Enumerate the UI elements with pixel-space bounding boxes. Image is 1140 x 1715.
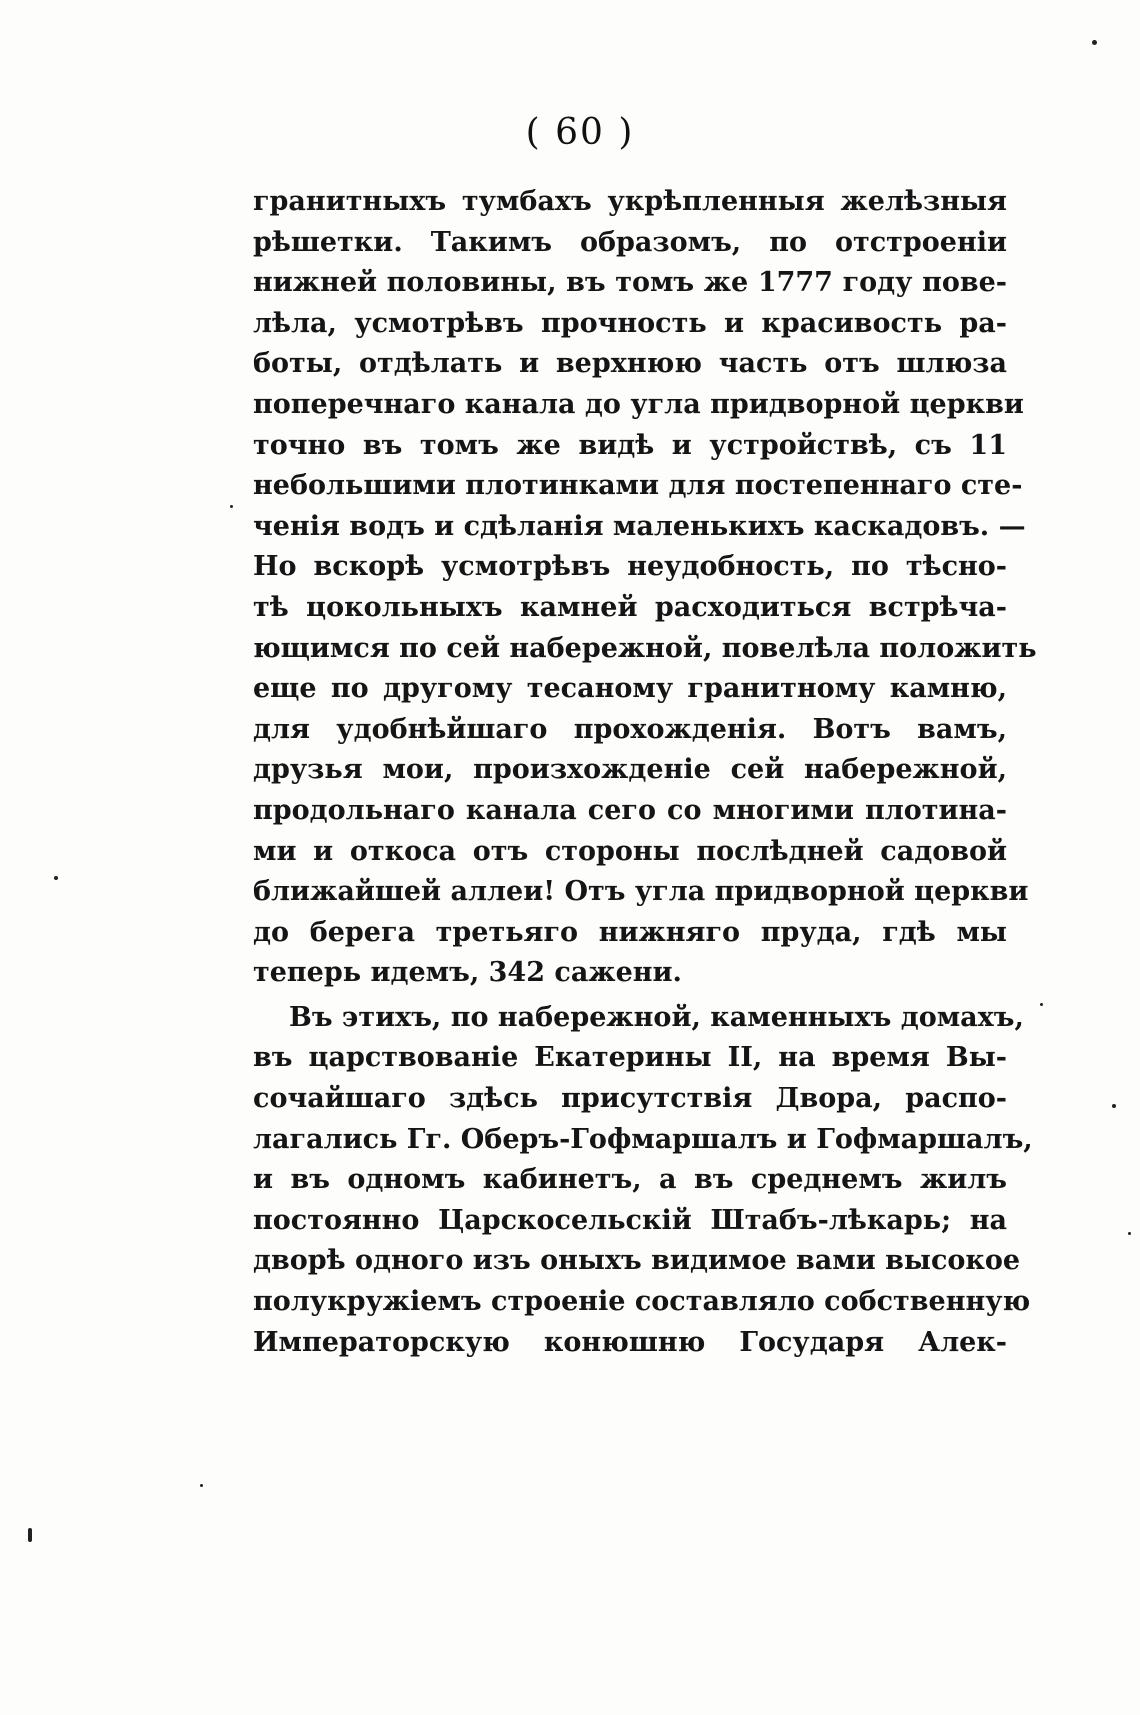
text-line: Императорскую конюшню Государя Алек- [253, 1326, 1007, 1358]
text-line: сочайшаго здѣсь присутствія Двора, распо- [253, 1083, 1007, 1115]
text-line: небольшими плотинками для постепеннаго сте- [253, 470, 1023, 502]
page-number: ( 60 ) [525, 112, 635, 153]
text-line: продольнаго канала сего со многими плотина- [253, 794, 1007, 826]
text-line: ми и откоса отъ стороны послѣдней садовой [253, 835, 1007, 867]
text-line: поперечнаго канала до угла придворной церкви [253, 388, 1024, 420]
text-line: постоянно Царскосельскій Штабъ-лѣкарь; на [253, 1204, 1007, 1236]
text-line: рѣшетки. Такимъ образомъ, по отстроеніи [253, 226, 1007, 258]
text-line: ющимся по сей набережной, повелѣла положить [253, 632, 1037, 664]
text-line: лѣла, усмотрѣвъ прочность и красивость ра- [253, 307, 1007, 339]
scan-speck [1040, 1003, 1043, 1006]
scan-speck [230, 505, 233, 508]
text-line: Но вскорѣ усмотрѣвъ неудобность, по тѣсно- [253, 551, 1007, 583]
text-line: въ царствованіе Екатерины II, на время Вы- [253, 1042, 1007, 1074]
scan-speck [200, 1484, 203, 1487]
text-line: до берега третьяго нижняго пруда, гдѣ мы [253, 916, 1007, 948]
text-line: лагались Гг. Оберъ-Гофмаршалъ и Гофмаршалъ, [253, 1123, 1033, 1155]
scan-speck [1128, 1232, 1131, 1235]
text-line: Въ этихъ, по набережной, каменныхъ домахъ, [289, 1001, 1024, 1033]
text-line: нижней половины, въ томъ же 1777 году пове- [253, 267, 1007, 299]
text-line: теперь идемъ, 342 сажени. [253, 957, 682, 989]
text-line: для удобнѣйшаго прохожденія. Вотъ вамъ, [253, 713, 1007, 745]
scan-speck [28, 1528, 32, 1542]
scan-speck [1112, 1104, 1116, 1108]
text-line: боты, отдѣлать и верхнюю часть отъ шлюза [253, 348, 1007, 380]
paragraph [253, 182, 1037, 994]
text-line: ближайшей аллеи! Отъ угла придворной церкви [253, 876, 1029, 908]
text-line: точно въ томъ же видѣ и устройствѣ, съ 11 [253, 429, 1007, 461]
text-block [253, 182, 1037, 1363]
paragraph [253, 998, 1033, 1363]
text-line: друзья мои, произхожденіе сей набережной, [253, 754, 1007, 786]
text-line: полукружіемъ строеніе составляло собственную [253, 1286, 1031, 1318]
scan-speck [54, 876, 58, 880]
text-line: дворѣ одного изъ оныхъ видимое вами высокое [253, 1245, 1021, 1277]
text-line: ченія водъ и сдѣланія маленькихъ каскадовъ. — [253, 510, 1026, 542]
scan-speck [1092, 40, 1097, 45]
text-line: гранитныхъ тумбахъ укрѣпленныя желѣзныя [253, 186, 1007, 217]
text-line: тѣ цокольныхъ камней расходиться встрѣча- [253, 591, 1007, 623]
text-line: и въ одномъ кабинетъ, а въ среднемъ жилъ [253, 1164, 1007, 1196]
text-line: еще по другому тесаному гранитному камню, [253, 673, 1007, 705]
